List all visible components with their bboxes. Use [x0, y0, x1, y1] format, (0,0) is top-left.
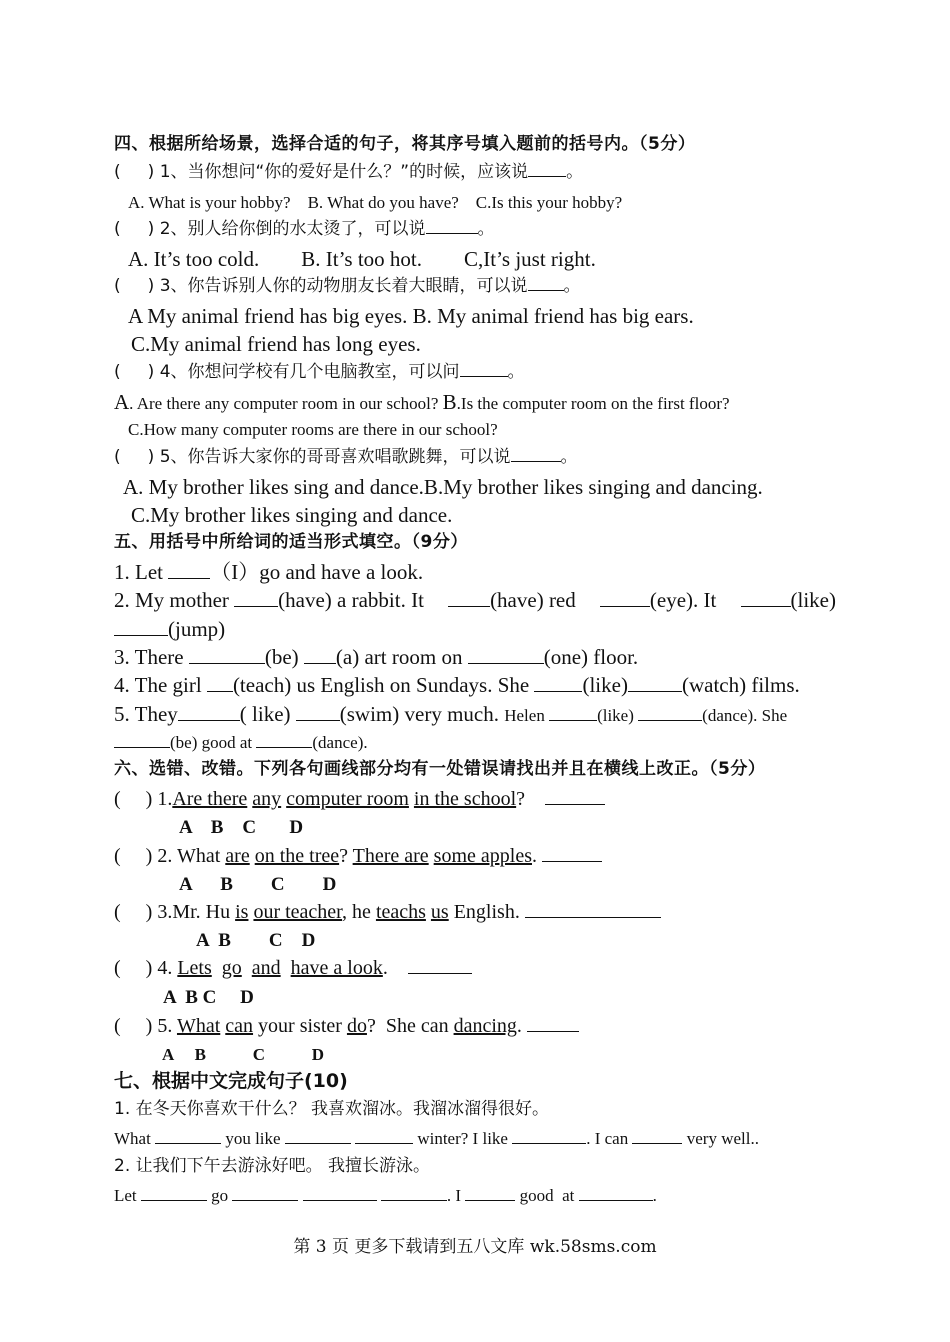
s5-q1: 1. Let （I）go and have a look. — [114, 560, 424, 584]
s4-q2-options: A. It’s too cold. B. It’s too hot. C,It’s just right. — [128, 247, 596, 271]
s4-q4: ( ) 4、你想问学校有几个电脑教室，可以问 。 — [114, 362, 525, 382]
s6-q1-letters: A B C D — [179, 817, 304, 838]
s4-q1-options: A. What is your hobby? B. What do you have? C.Is this your hobby? — [128, 193, 623, 212]
s6-q3: ( ) 3.Mr. Hu is our teacher, he teachs us English. — [114, 902, 661, 922]
s4-q5-options-2: C.My brother likes singing and dance. — [131, 503, 453, 527]
s6-q2: ( ) 2. What are on the tree? There are some apples. — [114, 846, 602, 866]
s4-q4-options: A. Are there any computer room in our school? B.Is the computer room on the first floor? — [114, 390, 730, 414]
s5-q2-cont: (jump) — [114, 619, 225, 640]
s6-q5-letters: A B C D — [162, 1045, 324, 1064]
s7-q1-cn: 1. 在冬天你喜欢干什么？ 我喜欢溜冰。我溜冰溜得很好。 — [114, 1099, 550, 1119]
s6-q3-letters: A B C D — [196, 930, 316, 951]
s6-q1: ( ) 1.Are there any computer room in the school? — [114, 789, 605, 809]
s4-q2: ( ) 2、别人给你倒的水太烫了，可以说 。 — [114, 219, 495, 239]
s5-q5-cont: (be) good at (dance). — [114, 734, 368, 751]
s6-q4-letters: A B C D — [163, 987, 254, 1008]
s7-q1-en: What you like winter? I like . I can very well.. — [114, 1129, 759, 1148]
section-4-title: 四、根据所给场景，选择合适的句子，将其序号填入题前的括号内。（5分） — [114, 134, 696, 154]
s6-q4: ( ) 4. Lets go and have a look. — [114, 958, 472, 978]
s6-q5: ( ) 5. What can your sister do? She can dancing. — [114, 1016, 579, 1036]
section-7-title: 七、根据中文完成句子(10) — [114, 1070, 348, 1092]
s5-q5: 5. They ( like) (swim) very much. Helen (like) (dance). She — [114, 702, 788, 726]
s5-q4: 4. The girl (teach) us English on Sundays. She (like) (watch) films. — [114, 673, 800, 697]
s5-q3: 3. There (be) (a) art room on (one) floor. — [114, 645, 639, 669]
s4-q3: ( ) 3、你告诉别人你的动物朋友长着大眼睛，可以说 。 — [114, 276, 581, 296]
s5-q2: 2. My mother (have) a rabbit. It (have) red (eye). It (like) — [114, 588, 836, 612]
s4-q5: ( ) 5、你告诉大家你的哥哥喜欢唱歌跳舞，可以说 。 — [114, 447, 578, 467]
page-footer: 第 3 页 更多下载请到五八文库 wk.58sms.com — [293, 1237, 657, 1257]
s4-q3-options: A My animal friend has big eyes. B. My animal friend has big ears. — [128, 304, 694, 328]
s4-q1: ( ) 1、当你想问“你的爱好是什么？”的时候，应该说 。 — [114, 162, 584, 182]
s7-q2-cn: 2. 让我们下午去游泳好吧。 我擅长游泳。 — [114, 1156, 431, 1176]
s7-q2-en: Let go . I good at . — [114, 1186, 657, 1205]
s4-q4-options-2: C.How many computer rooms are there in our school? — [128, 420, 498, 439]
s4-q5-options: A. My brother likes sing and dance.B.My brother likes singing and dancing. — [123, 475, 763, 499]
s4-q3-options-2: C.My animal friend has long eyes. — [131, 332, 421, 356]
section-6-title: 六、选错、改错。下列各句画线部分均有一处错误请找出并且在横线上改正。（5分） — [114, 759, 766, 779]
section-5-title: 五、用括号中所给词的适当形式填空。（9分） — [114, 532, 468, 552]
s6-q2-letters: A B C D — [179, 874, 337, 895]
